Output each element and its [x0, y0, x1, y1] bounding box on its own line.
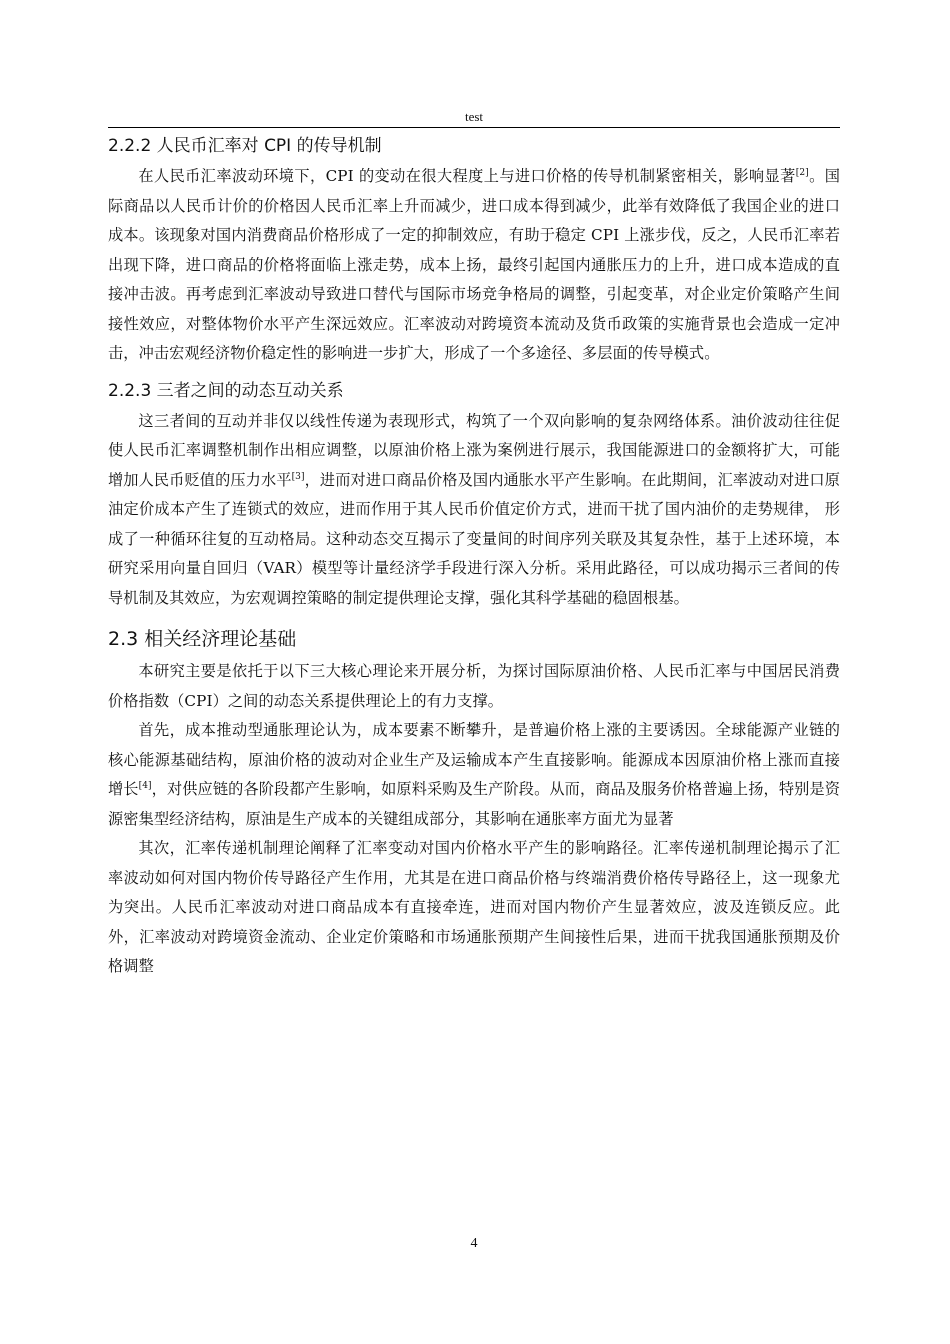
paragraph-2-2-3 [108, 407, 840, 614]
paragraph-text: ，进而对进口商品价格及国内通胀水平产生影响。在此期间，汇率波动对进口原油定价成本产生了连锁式的效应，进而作用于其人民币价值定价方式，进而干扰了国内油价的走势规律， 形成了一种循环往复的互动格局。这种动态交互揭示了变量间的时间序列关联及其复杂性，基于上述环境，本研究采用向量自回归（VAR）模型等计量经济学手段进行深入分析。采用此路径，可以成功揭示三者间的传导机制及其效应，为宏观调控策略的制定提供理论支撑，强化其科学基础的稳固根基。 [108, 470, 841, 607]
paragraph-text: 在人民币汇率波动环境下，CPI 的变动在很大程度上与进口价格的传导机制紧密相关，影响显著 [138, 167, 796, 185]
paragraph-text: 。国际商品以人民币计价的价格因人民币汇率上升而减少，进口成本得到减少，此举有效降低了我国企业的进口成本。该现象对国内消费商品价格形成了一定的抑制效应，有助于稳定 CPI 上涨步伐，反之，人民币汇率若出现下降，进口商品的价格将面临上涨走势，成本上扬，最终引起国内通胀压力的上升，进口成本造成的直接冲击波。再考虑到汇率波动导致进口替代与国际市场竞争格局的调整，引起变革，对企业定价策略产生间接性效应，对整体物价水平产生深远效应。汇率波动对跨境资本流动及货币政策的实施背景也会造成一定冲击，冲击宏观经济物价稳定性的影响进一步扩大，形成了一个多途径、多层面的传导模式。 [108, 167, 840, 362]
section-heading-2-2-3: 2.2.3 三者之间的动态互动关系 [108, 380, 344, 401]
paragraph-text: ，对供应链的各阶段都产生影响，如原料采购及生产阶段。从而，商品及服务价格普遍上扬，特别是资源密集型经济结构，原油是生产成本的关键组成部分，其影响在通胀率方面尤为显著 [108, 780, 840, 828]
paragraph-2-3-exchange-rate: 其次，汇率传递机制理论阐释了汇率变动对国内价格水平产生的影响路径。汇率传递机制理论揭示了汇率波动如何对国内物价传导路径产生作用，尤其是在进口商品价格与终端消费价格传导路径上，这一现象尤为突出。人民币汇率波动对进口商品成本有直接牵连，进而对国内物价产生显著效应，波及连锁反应。此外，汇率波动对跨境资金流动、企业定价策略和市场通胀预期产生间接性后果，进而干扰我国通胀预期及价格调整 [108, 839, 840, 975]
paragraph-text: 首先，成本推动型通胀理论认为，成本要素不断攀升，是普遍价格上涨的主要诱因。全球能源产业链的核心能源基础结构，原油价格的波动对企业生产及运输成本产生直接影响。能源成本因原油价格上涨而直接增长 [108, 721, 840, 798]
section-heading-2-2-2: 2.2.2 人民币汇率对 CPI 的传导机制 [108, 136, 382, 156]
citation-2: [2] [795, 168, 809, 178]
paragraph-2-3-intro: 本研究主要是依托于以下三大核心理论来开展分析，为探讨国际原油价格、人民币汇率与中国居民消费价格指数（CPI）之间的动态关系提供理论上的有力支撑。 [108, 662, 840, 710]
citation-3: [3] [291, 471, 305, 482]
page-number: 4 [470, 1236, 478, 1251]
paragraph-2-2-2 [108, 162, 840, 369]
header-rule [108, 127, 840, 128]
section-heading-2-3: 2.3 相关经济理论基础 [108, 628, 297, 650]
paragraph-text: 这三者间的互动并非仅以线性传递为表现形式，构筑了一个双向影响的复杂网络体系。油价波动往往促使人民币汇率调整机制作出相应调整，以原油价格上涨为案例进行展示，我国能源进口的金额将扩大，可能增加人民币贬值的压力水平 [108, 411, 840, 489]
citation-4: [4] [138, 781, 152, 791]
paragraph-2-3-cost-push [108, 716, 840, 834]
page-content [108, 130, 840, 982]
running-header: test [464, 109, 484, 124]
